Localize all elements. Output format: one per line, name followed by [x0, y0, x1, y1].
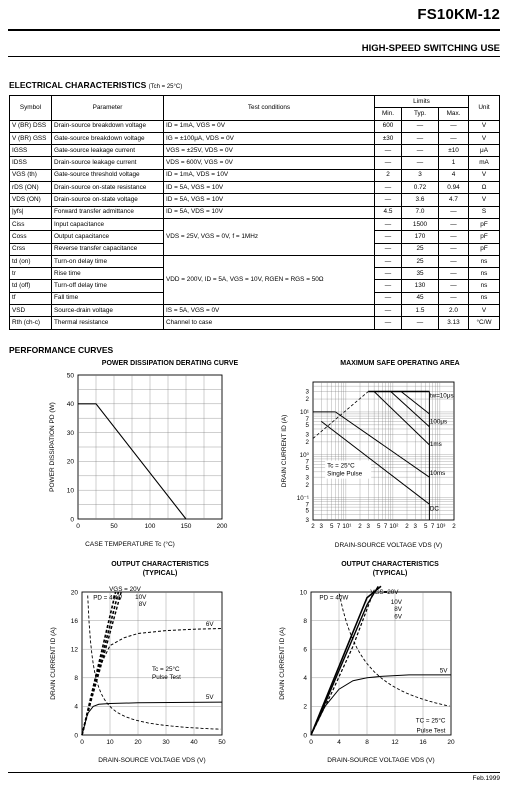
cell-min: 2 [375, 169, 402, 181]
cell-min: ±30 [375, 132, 402, 144]
cell-typ: — [402, 145, 439, 157]
x-tick-label: 8 [365, 739, 369, 746]
x-tick-label: 16 [419, 739, 427, 746]
safe-operating-area-chart [264, 368, 529, 553]
cell-max: 1 [439, 157, 469, 169]
cell-unit: V [469, 194, 500, 206]
y-decade-label: 10¹ [300, 409, 309, 417]
x-tick-label: 4 [337, 739, 341, 746]
y-axis-label: POWER DISSIPATION PD (W) [49, 402, 56, 492]
header-rule [8, 29, 500, 31]
electrical-table-body [10, 120, 500, 329]
cell-conditions: ID = 5A, VGS = 10V [164, 182, 375, 194]
curve-annotation: 10V [390, 599, 402, 607]
x-tick-label: 100 [144, 523, 156, 530]
cell-conditions: VDS = 25V, VGS = 0V, f = 1MHz [164, 218, 375, 255]
table-row [10, 132, 500, 144]
cell-typ: 3 [402, 169, 439, 181]
cell-min: 600 [375, 120, 402, 132]
curve-annotation: PD = 40W [93, 594, 123, 602]
x-tick-label: 2 [405, 523, 409, 530]
cell-min: — [375, 317, 402, 329]
chart2-title: MAXIMUM SAFE OPERATING AREA [340, 360, 460, 367]
cell-max: — [439, 243, 469, 255]
cell-typ: — [402, 132, 439, 144]
x-tick-label: 2 [358, 523, 362, 530]
power-limit-curve [88, 596, 221, 730]
vgs-5V-curve [82, 702, 222, 735]
x-tick-label: 10 [106, 739, 114, 746]
cell-symbol: rDS (ON) [10, 182, 52, 194]
cell-typ: 7.0 [402, 206, 439, 218]
y-tick-label: 50 [66, 372, 74, 380]
cell-conditions: ID = 1mA, VGS = 0V [164, 120, 375, 132]
cell-typ: 1500 [402, 218, 439, 230]
chart4-subtitle: (TYPICAL) [372, 570, 408, 577]
y-tick-label: 10 [299, 589, 307, 597]
electrical-title-condition: (Tch = 25°C) [148, 84, 183, 90]
y-tick-label: 3 [305, 431, 309, 439]
x-tick-label: 2 [311, 523, 315, 530]
curve-annotation: 10V [135, 594, 147, 602]
table-row [10, 182, 500, 194]
y-tick-label: 12 [70, 646, 78, 654]
y-tick-label: 2 [303, 703, 307, 711]
cell-symbol: V (BR) GSS [10, 132, 52, 144]
curve-annotation: 6V [394, 613, 402, 621]
header-unit: Unit [469, 96, 500, 121]
soa-condition-2: Single Pulse [327, 470, 363, 478]
cell-unit: V [469, 120, 500, 132]
y-tick-label: 2 [305, 396, 309, 404]
cell-unit: μA [469, 145, 500, 157]
x-tick-label: 7 [430, 523, 435, 530]
cell-typ: 3.6 [402, 194, 439, 206]
x-axis-label: DRAIN-SOURCE VOLTAGE VDS (V) [98, 757, 206, 764]
cell-max: 2.0 [439, 305, 469, 317]
cell-max: — [439, 292, 469, 304]
chart3-subtitle: (TYPICAL) [142, 570, 178, 577]
cell-min: — [375, 305, 402, 317]
cell-parameter: Thermal resistance [52, 317, 164, 329]
y-tick-label: 10 [66, 487, 74, 495]
x-tick-label: 3 [413, 523, 418, 530]
cell-symbol: Coss [10, 231, 52, 243]
cell-symbol: VDS (ON) [10, 194, 52, 206]
cell-parameter: Gate-source threshold voltage [52, 169, 164, 181]
cell-typ: 35 [402, 268, 439, 280]
y-decade-label: 10⁻¹ [296, 494, 309, 502]
cell-max: — [439, 218, 469, 230]
x-tick-label: 20 [134, 739, 142, 746]
cell-typ: 25 [402, 255, 439, 267]
x-tick-label: 3 [366, 523, 371, 530]
table-row [10, 120, 500, 132]
chart4-title: OUTPUT CHARACTERISTICS [341, 561, 439, 568]
y-tick-label: 3 [305, 474, 309, 482]
electrical-title [9, 80, 182, 90]
soa-annotation: 10ms [429, 469, 446, 477]
cell-max: 4.7 [439, 194, 469, 206]
soa-annotation: tw=10μs [429, 392, 454, 400]
vgs-10v-curve [311, 586, 378, 735]
x-tick-label: 3 [319, 523, 324, 530]
y-tick-label: 8 [74, 675, 78, 683]
cell-parameter: Turn-on delay time [52, 255, 164, 267]
cell-typ: — [402, 120, 439, 132]
x-tick-label: 0 [80, 739, 84, 746]
cell-parameter: Turn-off delay time [52, 280, 164, 292]
cell-max: — [439, 206, 469, 218]
x-tick-label: 12 [391, 739, 399, 746]
footer-rule [8, 772, 500, 773]
x-tick-label: 20 [447, 739, 455, 746]
cell-parameter: Rise time [52, 268, 164, 280]
cell-min: — [375, 182, 402, 194]
cell-parameter: Drain-source leakage current [52, 157, 164, 169]
performance-title: PERFORMANCE CURVES [9, 345, 114, 355]
x-tick-label: 5 [376, 523, 381, 530]
cell-symbol: Crss [10, 243, 52, 255]
cell-max: — [439, 268, 469, 280]
x-tick-label: 200 [216, 523, 228, 530]
cell-unit: pF [469, 231, 500, 243]
cell-conditions: VDS = 600V, VGS = 0V [164, 157, 375, 169]
cell-min: — [375, 145, 402, 157]
cell-symbol: Rth (ch-c) [10, 317, 52, 329]
subtitle-rule [8, 56, 500, 57]
x-tick-label: 30 [162, 739, 170, 746]
cell-symbol: IGSS [10, 145, 52, 157]
y-axis-label: DRAIN CURRENT ID (A) [279, 627, 286, 700]
cell-max: — [439, 280, 469, 292]
curve-annotation: 5V [439, 667, 448, 675]
cell-max: 4 [439, 169, 469, 181]
y-tick-label: 2 [305, 439, 309, 447]
cell-min: 4.5 [375, 206, 402, 218]
header-min: Min. [375, 108, 402, 120]
x-decade-label: 10³ [436, 523, 446, 530]
output-characteristics-chart-1 [0, 578, 264, 768]
cell-min: — [375, 268, 402, 280]
footer-date: Feb.1999 [472, 775, 500, 782]
table-row [10, 157, 500, 169]
chart3-title: OUTPUT CHARACTERISTICS [111, 561, 209, 568]
cell-symbol: tf [10, 292, 52, 304]
x-tick-label: 7 [383, 523, 388, 530]
cell-max: — [439, 120, 469, 132]
y-tick-label: 16 [70, 617, 78, 625]
header-max: Max. [439, 108, 469, 120]
cell-conditions: ID = 1mA, VDS = 10V [164, 169, 375, 181]
cell-unit: S [469, 206, 500, 218]
cell-max: — [439, 132, 469, 144]
y-tick-label: 20 [66, 458, 74, 466]
cell-symbol: tr [10, 268, 52, 280]
x-tick-label: 50 [110, 523, 118, 530]
header-parameter: Parameter [52, 96, 164, 121]
y-tick-label: 7 [305, 415, 309, 423]
x-tick-label: 150 [180, 523, 192, 530]
y-tick-label: 40 [66, 401, 74, 409]
cell-typ: 0.72 [402, 182, 439, 194]
cell-parameter: Drain-source on-state voltage [52, 194, 164, 206]
cell-conditions: VGS = ±25V, VDS = 0V [164, 145, 375, 157]
part-number: FS10KM-12 [417, 6, 500, 23]
electrical-title-text: ELECTRICAL CHARACTERISTICS [9, 80, 147, 90]
page-subtitle: HIGH-SPEED SWITCHING USE [361, 43, 500, 54]
cell-typ: 170 [402, 231, 439, 243]
cell-parameter: Forward transfer admittance [52, 206, 164, 218]
table-row [10, 169, 500, 181]
y-tick-label: 3 [305, 388, 309, 396]
chart4-frame [311, 592, 451, 735]
table-row [10, 206, 500, 218]
cell-min: — [375, 157, 402, 169]
curve-annotation: 5V [205, 694, 214, 702]
y-tick-label: 2 [305, 481, 309, 489]
cell-unit: °C/W [469, 317, 500, 329]
x-axis-label: CASE TEMPERATURE Tc (°C) [85, 541, 175, 548]
header-typ: Typ. [402, 108, 439, 120]
cell-parameter: Drain-source breakdown voltage [52, 120, 164, 132]
cell-max: 3.13 [439, 317, 469, 329]
chart2-frame [313, 382, 454, 520]
curve-annotation: PD = 40W [319, 594, 349, 602]
cell-min: — [375, 255, 402, 267]
y-axis-label: DRAIN CURRENT ID (A) [50, 627, 57, 700]
soa-annotation: DC [429, 505, 439, 513]
cell-typ: 45 [402, 292, 439, 304]
x-tick-label: 0 [309, 739, 313, 746]
x-tick-label: 5 [423, 523, 428, 530]
cell-conditions: ID = 5A, VDS = 10V [164, 206, 375, 218]
x-tick-label: 50 [218, 739, 226, 746]
cell-symbol: VGS (th) [10, 169, 52, 181]
table-row [10, 218, 500, 230]
cell-min: — [375, 280, 402, 292]
cell-parameter: Input capacitance [52, 218, 164, 230]
x-tick-label: 0 [76, 523, 80, 530]
curve-annotation: Pulse Test [152, 674, 181, 682]
curve-annotation: 6V [205, 621, 214, 629]
cell-unit: Ω [469, 182, 500, 194]
cell-typ: 25 [402, 243, 439, 255]
cell-parameter: Source-drain voltage [52, 305, 164, 317]
cell-typ: — [402, 317, 439, 329]
cell-symbol: td (off) [10, 280, 52, 292]
y-tick-label: 8 [303, 617, 307, 625]
cell-max: ±10 [439, 145, 469, 157]
header-limits: Limits [375, 96, 469, 108]
cell-parameter: Reverse transfer capacitance [52, 243, 164, 255]
cell-unit: V [469, 169, 500, 181]
cell-conditions: ID = 5A, VGS = 10V [164, 194, 375, 206]
curve-annotation: VGS=20V [370, 589, 399, 596]
y-tick-label: 0 [303, 732, 307, 740]
cell-symbol: VSD [10, 305, 52, 317]
cell-symbol: Ciss [10, 218, 52, 230]
header-symbol: Symbol [10, 96, 52, 121]
cell-max: — [439, 255, 469, 267]
y-decade-label: 10⁰ [299, 451, 309, 459]
y-tick-label: 4 [303, 675, 307, 683]
x-tick-label: 40 [190, 739, 198, 746]
cell-unit: mA [469, 157, 500, 169]
output-characteristics-chart-2 [264, 578, 529, 768]
y-tick-label: 3 [305, 517, 309, 525]
y-tick-label: 0 [74, 732, 78, 740]
cell-unit: ns [469, 280, 500, 292]
y-tick-label: 6 [303, 646, 307, 654]
y-tick-label: 0 [70, 516, 74, 524]
cell-conditions: IS = 5A, VGS = 0V [164, 305, 375, 317]
cell-min: — [375, 194, 402, 206]
cell-conditions: IG = ±100μA, VDS = 0V [164, 132, 375, 144]
x-axis-label: DRAIN-SOURCE VOLTAGE VDS (V) [334, 542, 443, 549]
cell-max: — [439, 231, 469, 243]
cell-unit: V [469, 305, 500, 317]
table-row [10, 317, 500, 329]
y-tick-label: 5 [305, 507, 309, 515]
cell-min: — [375, 231, 402, 243]
curve-annotation: VGS = 20V [109, 586, 141, 594]
cell-parameter: Output capacitance [52, 231, 164, 243]
cell-unit: ns [469, 292, 500, 304]
cell-unit: pF [469, 218, 500, 230]
x-axis-label: DRAIN-SOURCE VOLTAGE VDS (V) [327, 757, 435, 764]
cell-min: — [375, 243, 402, 255]
y-tick-label: 5 [305, 464, 309, 472]
cell-symbol: td (on) [10, 255, 52, 267]
soa-annotation: 100μs [429, 418, 448, 426]
curve-annotation: 8V [394, 606, 402, 614]
x-tick-label: 7 [336, 523, 341, 530]
cell-min: — [375, 292, 402, 304]
cell-typ: — [402, 157, 439, 169]
curve-annotation: TC = 25°C [415, 717, 446, 725]
y-tick-label: 20 [70, 589, 78, 597]
y-tick-label: 4 [74, 703, 78, 711]
cell-parameter: Drain-source on-state resistance [52, 182, 164, 194]
cell-conditions: Channel to case [164, 317, 375, 329]
cell-unit: V [469, 132, 500, 144]
table-row [10, 145, 500, 157]
electrical-table [9, 95, 500, 330]
header-conditions: Test conditions [164, 96, 375, 121]
x-decade-label: 10¹ [342, 523, 352, 530]
cell-conditions: VDD = 200V, ID = 5A, VGS = 10V, RGEN = RGS = 50Ω [164, 255, 375, 304]
cell-max: 0.94 [439, 182, 469, 194]
cell-unit: pF [469, 243, 500, 255]
y-tick-label: 5 [305, 422, 309, 430]
curve-annotation: Pulse Test [416, 727, 446, 735]
chart3-frame [82, 592, 222, 735]
curve-annotation: 8V [138, 601, 147, 609]
y-tick-label: 7 [305, 501, 309, 509]
table-row [10, 305, 500, 317]
chart1-title: POWER DISSIPATION DERATING CURVE [101, 360, 239, 367]
curve-annotation: Tc = 25°C [152, 666, 180, 674]
y-tick-label: 30 [66, 429, 74, 437]
table-row [10, 194, 500, 206]
x-tick-label: 2 [452, 523, 456, 530]
cell-parameter: Gate-source leakage current [52, 145, 164, 157]
cell-symbol: V (BR) DSS [10, 120, 52, 132]
y-tick-label: 7 [305, 458, 309, 466]
power-derating-chart [0, 368, 264, 553]
cell-symbol: IDSS [10, 157, 52, 169]
table-row [10, 255, 500, 267]
cell-unit: ns [469, 268, 500, 280]
y-axis-label: DRAIN CURRENT ID (A) [281, 414, 288, 488]
cell-unit: ns [469, 255, 500, 267]
soa-annotation: 1ms [429, 440, 442, 448]
cell-parameter: Fall time [52, 292, 164, 304]
cell-typ: 130 [402, 280, 439, 292]
soa-condition: Tc = 25°C [327, 462, 355, 470]
cell-symbol: |yfs| [10, 206, 52, 218]
x-decade-label: 10² [389, 523, 399, 530]
cell-typ: 1.5 [402, 305, 439, 317]
cell-min: — [375, 218, 402, 230]
x-tick-label: 5 [329, 523, 334, 530]
cell-parameter: Gate-source breakdown voltage [52, 132, 164, 144]
